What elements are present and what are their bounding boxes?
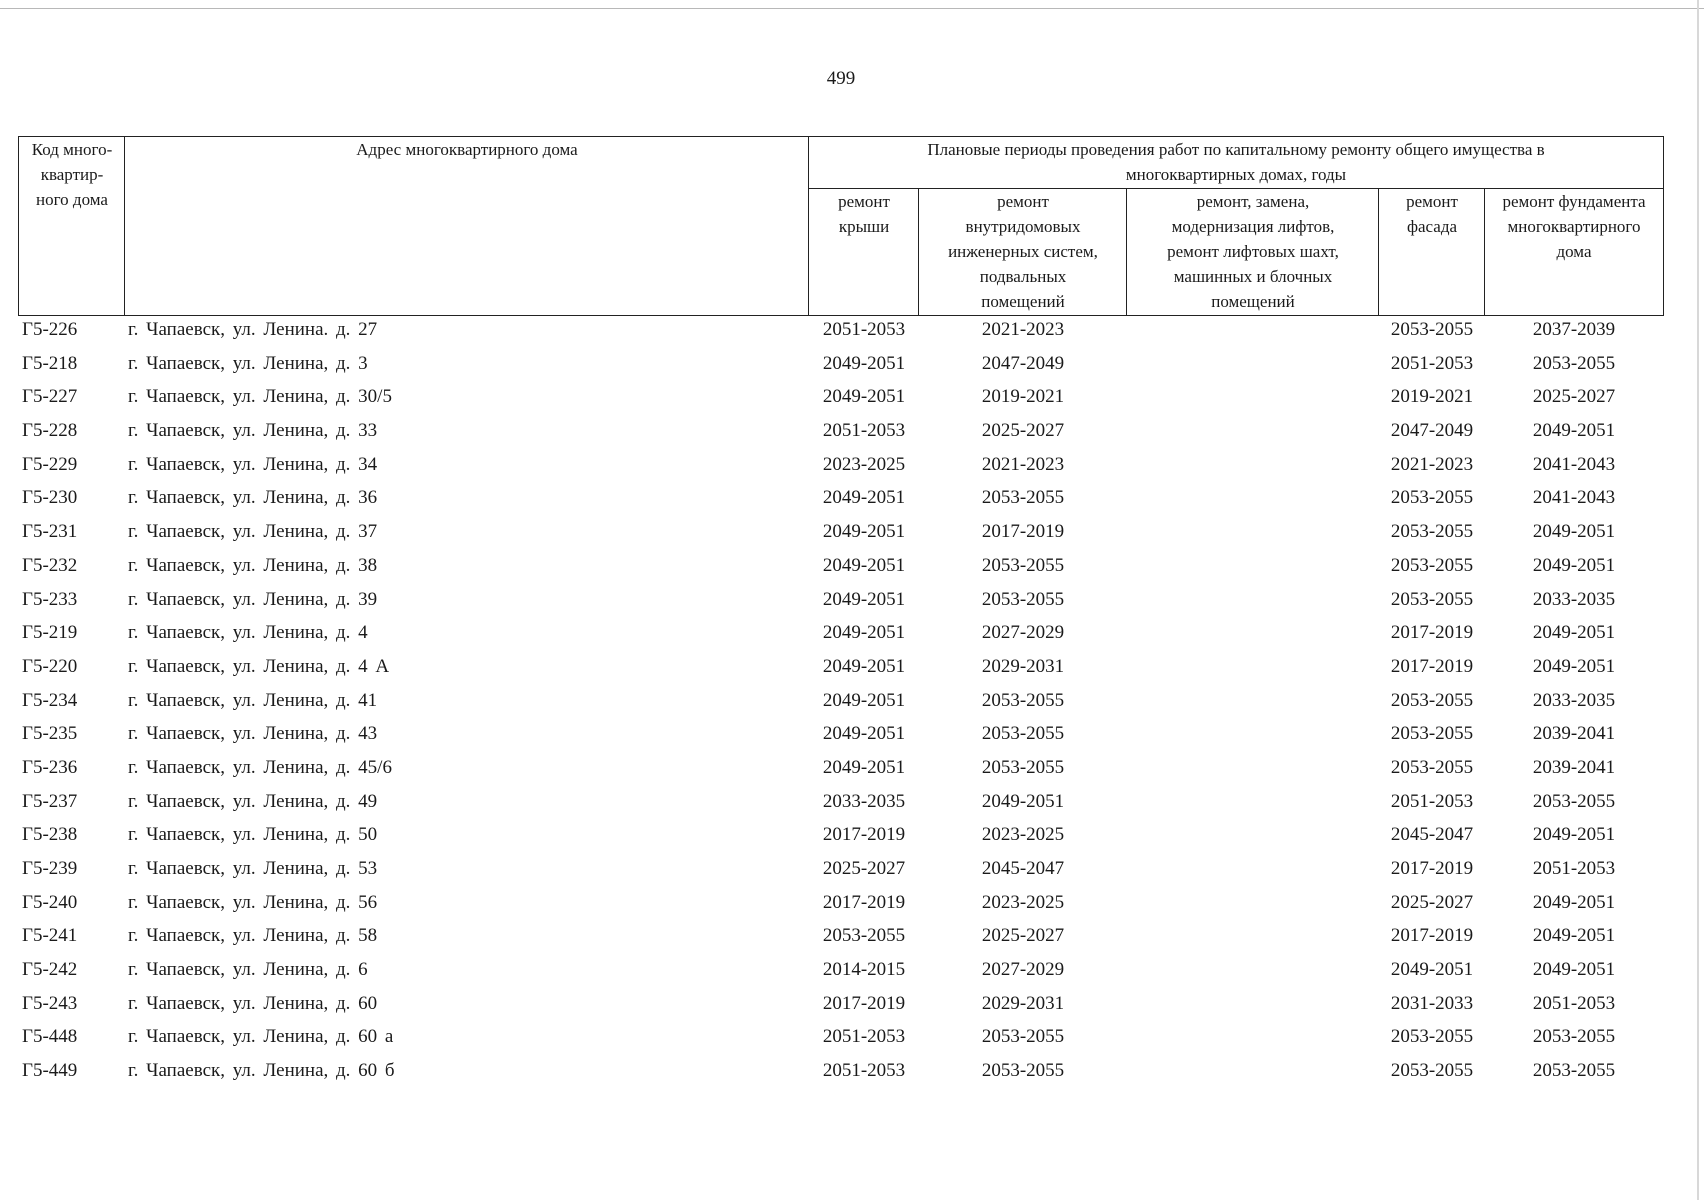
cell-engineering: 2045-2047 [981, 858, 1065, 879]
cell-foundation: 2049-2051 [1532, 824, 1616, 846]
table-row [18, 756, 1664, 790]
table-row [18, 655, 1664, 689]
cell-address: г. Чапаевск, ул. Ленина, д. 39 [128, 588, 378, 610]
table-row [18, 554, 1664, 588]
cell-roof: 2049-2051 [822, 386, 906, 408]
table-header [18, 136, 1664, 316]
table-row [18, 621, 1664, 655]
cell-facade: 2017-2019 [1390, 622, 1474, 644]
cell-foundation: 2053-2055 [1532, 1060, 1616, 1082]
cell-facade: 2053-2055 [1390, 1060, 1474, 1082]
cell-facade: 2017-2019 [1390, 858, 1474, 879]
header-foundation-line: дома [1556, 242, 1592, 261]
cell-address: г. Чапаевск, ул. Ленина, д. 50 [128, 824, 378, 846]
cell-roof: 2051-2053 [822, 1026, 906, 1048]
cell-facade: 2053-2055 [1390, 588, 1474, 610]
cell-facade: 2053-2055 [1390, 554, 1474, 576]
cell-roof: 2025-2027 [822, 858, 906, 879]
cell-code: Г5-242 [22, 959, 78, 981]
header-foundation [1484, 188, 1664, 316]
cell-roof: 2051-2053 [822, 1060, 906, 1082]
cell-code: Г5-241 [22, 925, 78, 947]
cell-address: г. Чапаевск, ул. Ленина, д. 45/6 [128, 756, 392, 778]
cell-roof: 2049-2051 [822, 554, 906, 576]
cell-facade: 2053-2055 [1390, 723, 1474, 745]
cell-foundation: 2037-2039 [1532, 319, 1616, 340]
cell-engineering: 2023-2025 [981, 824, 1065, 846]
header-roof-line: ремонт [838, 192, 890, 211]
header-plan-periods [808, 136, 1664, 190]
cell-code: Г5-230 [22, 487, 78, 509]
cell-foundation: 2039-2041 [1532, 756, 1616, 778]
cell-engineering: 2019-2021 [981, 386, 1065, 408]
cell-roof: 2017-2019 [822, 824, 906, 846]
cell-engineering: 2049-2051 [981, 790, 1065, 812]
cell-roof: 2023-2025 [822, 453, 906, 475]
cell-facade: 2049-2051 [1390, 959, 1474, 981]
cell-address: г. Чапаевск, ул. Ленина, д. 41 [128, 689, 378, 711]
header-lift-line: модернизация лифтов, [1171, 217, 1335, 236]
table-row [18, 453, 1664, 487]
scan-right-edge [1697, 0, 1699, 1200]
table-row [18, 823, 1664, 857]
cell-code: Г5-238 [22, 824, 78, 846]
cell-address: г. Чапаевск, ул. Ленина, д. 4 А [128, 655, 390, 677]
cell-foundation: 2053-2055 [1532, 790, 1616, 812]
cell-code: Г5-220 [22, 655, 78, 677]
header-engineering-line: инженерных систем, [948, 242, 1098, 261]
cell-facade: 2051-2053 [1390, 352, 1474, 374]
table-row [18, 318, 1664, 352]
table-row [18, 352, 1664, 386]
header-lift-line: машинных и блочных [1173, 267, 1333, 286]
cell-roof: 2049-2051 [822, 689, 906, 711]
cell-code: Г5-231 [22, 521, 78, 543]
table-row [18, 924, 1664, 958]
cell-engineering: 2025-2027 [981, 420, 1065, 442]
cell-foundation: 2039-2041 [1532, 723, 1616, 745]
cell-facade: 2021-2023 [1390, 453, 1474, 475]
cell-foundation: 2049-2051 [1532, 959, 1616, 981]
header-lift-line: ремонт лифтовых шахт, [1167, 242, 1339, 261]
cell-foundation: 2049-2051 [1532, 655, 1616, 677]
header-address-label: Адрес многоквартирного дома [356, 140, 578, 159]
table-row [18, 722, 1664, 756]
header-plan-line: Плановые периоды проведения работ по капитальному ремонту общего имущества в [927, 140, 1545, 159]
cell-address: г. Чапаевск, ул. Ленина, д. 33 [128, 420, 378, 442]
cell-engineering: 2053-2055 [981, 723, 1065, 745]
cell-code: Г5-239 [22, 858, 78, 879]
cell-code: Г5-243 [22, 992, 78, 1014]
cell-address: г. Чапаевск, ул. Ленина, д. 6 [128, 959, 368, 981]
header-facade [1378, 188, 1486, 316]
cell-foundation: 2049-2051 [1532, 925, 1616, 947]
cell-code: Г5-218 [22, 352, 78, 374]
cell-engineering: 2021-2023 [981, 319, 1065, 340]
cell-code: Г5-448 [22, 1026, 78, 1048]
cell-foundation: 2051-2053 [1532, 858, 1616, 879]
cell-engineering: 2053-2055 [981, 588, 1065, 610]
cell-facade: 2047-2049 [1390, 420, 1474, 442]
cell-engineering: 2027-2029 [981, 959, 1065, 981]
header-engineering-line: подвальных [979, 267, 1067, 286]
header-plan-line: многоквартирных домах, годы [1125, 165, 1347, 184]
cell-facade: 2053-2055 [1390, 487, 1474, 509]
cell-roof: 2049-2051 [822, 487, 906, 509]
table-row [18, 891, 1664, 925]
table-row [18, 419, 1664, 453]
cell-foundation: 2041-2043 [1532, 487, 1616, 509]
cell-facade: 2053-2055 [1390, 756, 1474, 778]
table-row [18, 992, 1664, 1026]
cell-address: г. Чапаевск, ул. Ленина, д. 60 а [128, 1026, 394, 1048]
header-lift-line: ремонт, замена, [1196, 192, 1310, 211]
cell-address: г. Чапаевск, ул. Ленина, д. 60 [128, 992, 378, 1014]
cell-address: г. Чапаевск, ул. Ленина, д. 53 [128, 858, 378, 879]
cell-address: г. Чапаевск, ул. Ленина, д. 56 [128, 891, 378, 913]
cell-engineering: 2053-2055 [981, 1060, 1065, 1082]
header-engineering-line: помещений [981, 292, 1065, 311]
header-engineering-line: ремонт [997, 192, 1049, 211]
cell-code: Г5-240 [22, 891, 78, 913]
cell-address: г. Чапаевск, ул. Ленина, д. 38 [128, 554, 378, 576]
cell-roof: 2049-2051 [822, 352, 906, 374]
table-row [18, 1059, 1664, 1093]
cell-facade: 2053-2055 [1390, 521, 1474, 543]
cell-roof: 2049-2051 [822, 655, 906, 677]
cell-roof: 2049-2051 [822, 723, 906, 745]
cell-address: г. Чапаевск, ул. Ленина, д. 37 [128, 521, 378, 543]
cell-engineering: 2021-2023 [981, 453, 1065, 475]
cell-code: Г5-237 [22, 790, 78, 812]
page-number: 499 [826, 68, 856, 89]
cell-facade: 2045-2047 [1390, 824, 1474, 846]
header-code-line: Код много- [31, 140, 113, 159]
cell-roof: 2014-2015 [822, 959, 906, 981]
table-row [18, 520, 1664, 554]
header-engineering [918, 188, 1128, 316]
cell-foundation: 2025-2027 [1532, 386, 1616, 408]
cell-foundation: 2049-2051 [1532, 521, 1616, 543]
cell-engineering: 2025-2027 [981, 925, 1065, 947]
header-foundation-line: многоквартирного [1507, 217, 1641, 236]
scan-top-rule [0, 8, 1704, 9]
cell-foundation: 2053-2055 [1532, 352, 1616, 374]
cell-foundation: 2041-2043 [1532, 453, 1616, 475]
cell-facade: 2017-2019 [1390, 655, 1474, 677]
cell-roof: 2049-2051 [822, 521, 906, 543]
cell-facade: 2025-2027 [1390, 891, 1474, 913]
cell-engineering: 2053-2055 [981, 554, 1065, 576]
cell-engineering: 2047-2049 [981, 352, 1065, 374]
header-foundation-line: ремонт фундамента [1502, 192, 1646, 211]
cell-code: Г5-232 [22, 554, 78, 576]
header-address [124, 136, 810, 316]
table-row [18, 486, 1664, 520]
cell-foundation: 2051-2053 [1532, 992, 1616, 1014]
cell-engineering: 2017-2019 [981, 521, 1065, 543]
cell-engineering: 2029-2031 [981, 655, 1065, 677]
header-code-line: ного дома [36, 190, 108, 209]
cell-address: г. Чапаевск, ул. Ленина, д. 36 [128, 487, 378, 509]
table-row [18, 1025, 1664, 1059]
cell-facade: 2019-2021 [1390, 386, 1474, 408]
cell-address: г. Чапаевск, ул. Ленина, д. 60 б [128, 1060, 395, 1082]
cell-foundation: 2049-2051 [1532, 554, 1616, 576]
cell-code: Г5-227 [22, 386, 78, 408]
cell-foundation: 2049-2051 [1532, 891, 1616, 913]
cell-address: г. Чапаевск, ул. Ленина, д. 4 [128, 622, 368, 644]
table-body [18, 318, 1664, 1093]
table-row [18, 689, 1664, 723]
cell-facade: 2051-2053 [1390, 790, 1474, 812]
cell-roof: 2049-2051 [822, 756, 906, 778]
cell-code: Г5-235 [22, 723, 78, 745]
cell-roof: 2017-2019 [822, 891, 906, 913]
cell-code: Г5-226 [22, 319, 78, 340]
cell-foundation: 2053-2055 [1532, 1026, 1616, 1048]
table-row [18, 857, 1664, 891]
cell-address: г. Чапаевск, ул. Ленина, д. 3 [128, 352, 368, 374]
header-code-line: квартир- [40, 165, 104, 184]
header-facade-line: фасада [1406, 217, 1458, 236]
cell-address: г. Чапаевск, ул. Ленина, д. 58 [128, 925, 378, 947]
cell-engineering: 2023-2025 [981, 891, 1065, 913]
table-row [18, 385, 1664, 419]
cell-foundation: 2033-2035 [1532, 689, 1616, 711]
cell-engineering: 2053-2055 [981, 487, 1065, 509]
cell-facade: 2031-2033 [1390, 992, 1474, 1014]
cell-roof: 2033-2035 [822, 790, 906, 812]
cell-address: г. Чапаевск, ул. Ленина, д. 34 [128, 453, 378, 475]
cell-roof: 2049-2051 [822, 622, 906, 644]
header-roof-line: крыши [838, 217, 890, 236]
cell-code: Г5-219 [22, 622, 78, 644]
cell-code: Г5-233 [22, 588, 78, 610]
cell-code: Г5-234 [22, 689, 78, 711]
table-row [18, 790, 1664, 824]
cell-engineering: 2053-2055 [981, 1026, 1065, 1048]
cell-foundation: 2049-2051 [1532, 420, 1616, 442]
table-row [18, 958, 1664, 992]
cell-roof: 2051-2053 [822, 319, 906, 340]
cell-facade: 2053-2055 [1390, 319, 1474, 340]
cell-foundation: 2049-2051 [1532, 622, 1616, 644]
cell-address: г. Чапаевск, ул. Ленина, д. 30/5 [128, 386, 392, 408]
cell-foundation: 2033-2035 [1532, 588, 1616, 610]
header-lift [1126, 188, 1380, 316]
cell-code: Г5-236 [22, 756, 78, 778]
cell-address: г. Чапаевск, ул. Ленина, д. 49 [128, 790, 378, 812]
cell-engineering: 2053-2055 [981, 756, 1065, 778]
cell-address: г. Чапаевск, ул. Ленина. д. 27 [128, 319, 378, 340]
cell-code: Г5-229 [22, 453, 78, 475]
cell-address: г. Чапаевск, ул. Ленина, д. 43 [128, 723, 378, 745]
header-roof [808, 188, 920, 316]
header-engineering-line: внутридомовых [965, 217, 1081, 236]
cell-facade: 2053-2055 [1390, 689, 1474, 711]
header-facade-line: ремонт [1406, 192, 1458, 211]
cell-engineering: 2027-2029 [981, 622, 1065, 644]
cell-engineering: 2053-2055 [981, 689, 1065, 711]
cell-roof: 2051-2053 [822, 420, 906, 442]
table-row [18, 588, 1664, 622]
cell-code: Г5-228 [22, 420, 78, 442]
cell-roof: 2053-2055 [822, 925, 906, 947]
cell-facade: 2053-2055 [1390, 1026, 1474, 1048]
cell-code: Г5-449 [22, 1060, 78, 1082]
header-code [18, 136, 126, 316]
cell-roof: 2017-2019 [822, 992, 906, 1014]
cell-roof: 2049-2051 [822, 588, 906, 610]
cell-facade: 2017-2019 [1390, 925, 1474, 947]
cell-engineering: 2029-2031 [981, 992, 1065, 1014]
header-lift-line: помещений [1211, 292, 1295, 311]
